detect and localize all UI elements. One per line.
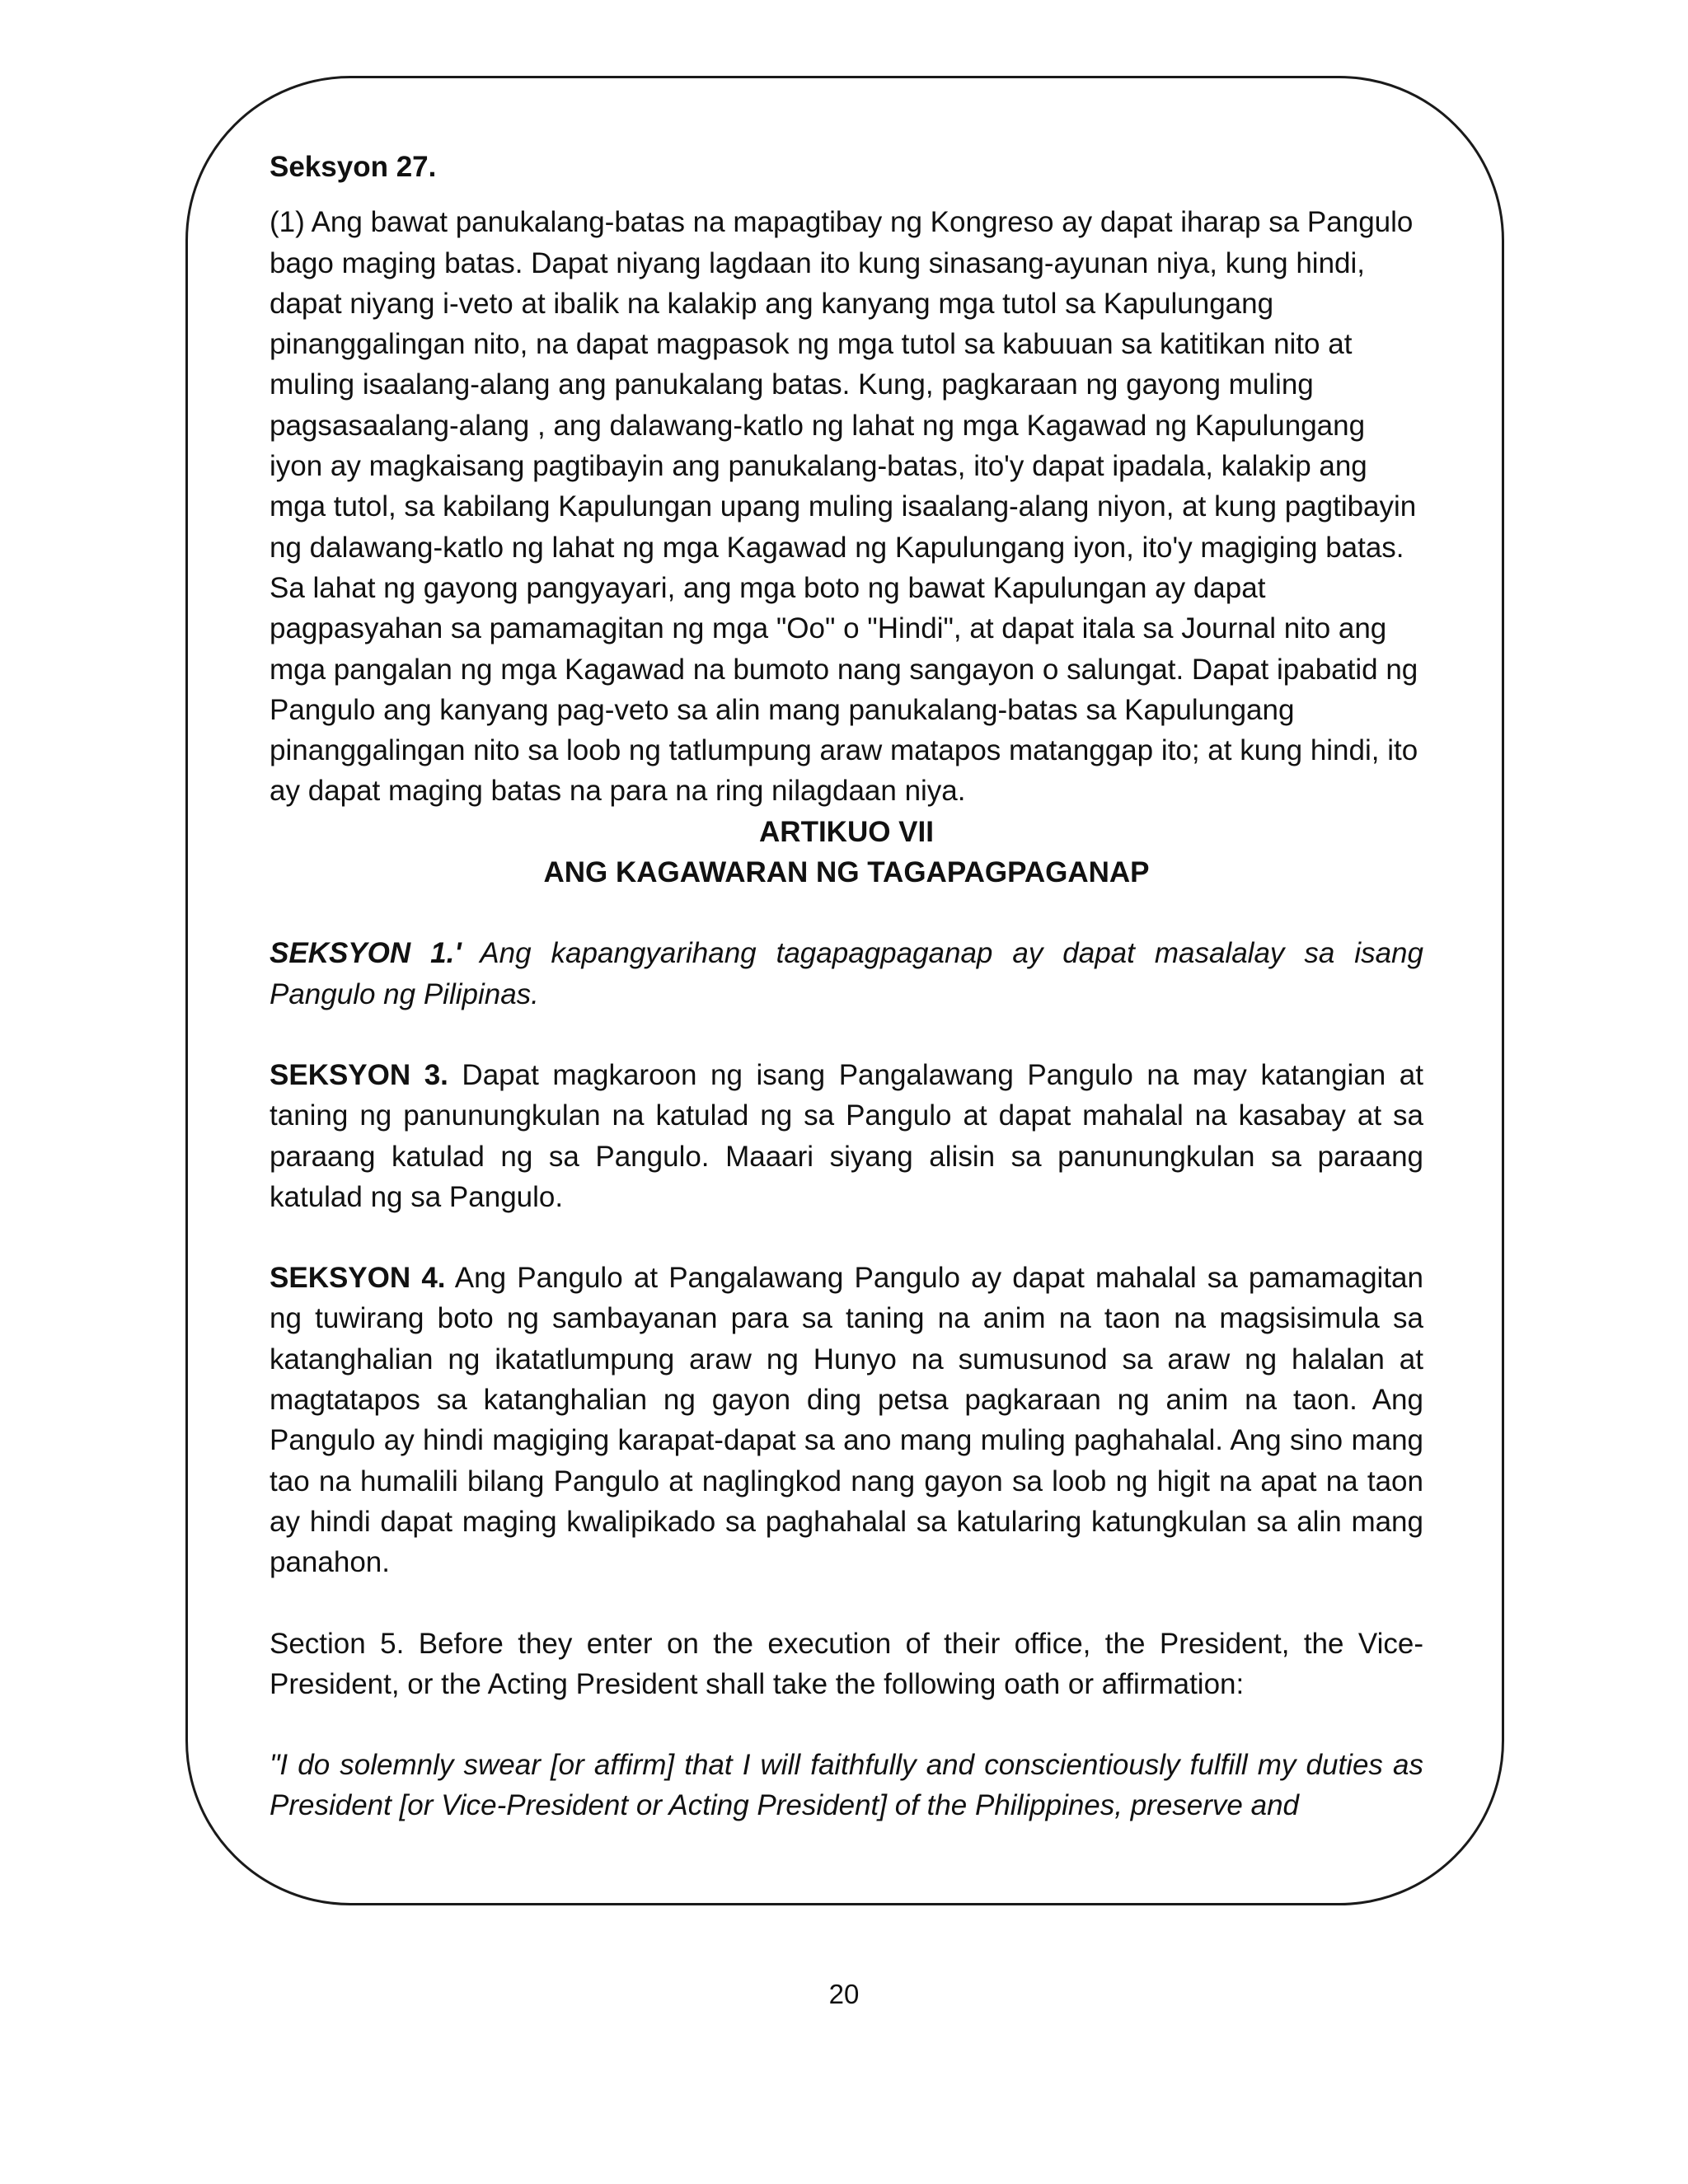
- seksyon-27-paragraph: (1) Ang bawat panukalang-batas na mapagtibay ng Kongreso ay dapat iharap sa Pangulo bago maging batas. Dapat niyang lagdaan ito kung sinasang-ayunan niya, kung hindi, dapat niyang i-veto at ibalik na kalakip ang kanyang mga tutol sa Kapulungang pinanggalingan nito, na dapat magpasok ng mga tutol sa kabuuan sa katitikan nito at muling isaalang-alang ang panukalang batas. Kung, pagkaraan ng gayong muling pagsasaalang-alang , ang dalawang-katlo ng lahat ng mga Kagawad ng Kapulungang iyon ay magkaisang pagtibayin ang panukalang-batas, ito'y dapat ipadala, kalakip ang mga tutol, sa kabilang Kapulungan upang muling isaalang-alang niyon, at kung pagtibayin ng dalawang-katlo ng lahat ng mga Kagawad ng Kapulungang iyon, ito'y magiging batas. Sa lahat ng gayong pangyayari, ang mga boto ng bawat Kapulungan ay dapat pagpasyahan sa pamamagitan ng mga "Oo" o "Hindi", at dapat itala sa Journal nito ang mga pangalan ng mga Kagawad na bumoto nang sangayon o salungat. Dapat ipabatid ng Pangulo ang kanyang pag-veto sa alin mang panukalang-batas sa Kapulungang pinanggalingan nito sa loob ng tatlumpung araw matapos matanggap ito; at kung hindi, ito ay dapat maging batas na para na ring nilagdaan niya.: [270, 206, 1418, 808]
- seksyon-1-text: Ang kapangyarihang tagapagpaganap ay dapat masalalay sa isang Pangulo ng Pilipinas.: [270, 937, 1423, 1010]
- seksyon-27-title: Seksyon 27.: [270, 151, 437, 183]
- page-number: 20: [828, 1979, 860, 2009]
- section-5-paragraph: Section 5. Before they enter on the execution of their office, the President, the Vice-President, or the Acting President shall take the following oath or affirmation:: [270, 1627, 1423, 1700]
- article-heading: ARTIKUO VII: [759, 815, 934, 848]
- seksyon-3-label: SEKSYON 3.: [270, 1058, 448, 1091]
- document-body: [270, 147, 1423, 1826]
- seksyon-4-label: SEKSYON 4.: [270, 1262, 446, 1295]
- seksyon-3-text: Dapat magkaroon ng isang Pangalawang Pangulo na may katangian at taning ng panunungkulan na katulad ng sa Pangulo at dapat mahalal na kasabay at sa paraang katulad ng sa Pangulo. Maaari siyang alisin sa panunungkulan sa paraang katulad ng sa Pangulo.: [270, 1058, 1423, 1213]
- seksyon-4-paragraph: [270, 1258, 1423, 1582]
- seksyon-4-text: Ang Pangulo at Pangalawang Pangulo ay dapat mahalal sa pamamagitan ng tuwirang boto ng sambayanan para sa taning na anim na taon na magsisimula sa katanghalian ng ikatatlumpung araw ng Hunyo na sumusunod sa araw ng halalan at magtatapos sa katanghalian ng gayon ding petsa pagkaraan ng anim na taon. Ang Pangulo ay hindi magiging karapat-dapat sa ano mang muling paghahalal. Ang sino mang tao na humalili bilang Pangulo at naglingkod nang gayon sa loob ng higit na apat na taon ay hindi dapat maging kwalipikado sa paghahalal sa katularing katungkulan sa alin mang panahon.: [270, 1262, 1423, 1579]
- oath-paragraph: "I do solemnly swear [or affirm] that I will faithfully and conscientiously fulfill my duties as President [or Vice-President or Acting President] of the Philippines, preserve and: [270, 1749, 1423, 1822]
- seksyon-1-paragraph: [270, 933, 1423, 1015]
- seksyon-3-paragraph: [270, 1055, 1423, 1217]
- seksyon-1-label: SEKSYON 1.': [270, 937, 462, 970]
- article-subheading: ANG KAGAWARAN NG TAGAPAGPAGANAP: [543, 856, 1150, 889]
